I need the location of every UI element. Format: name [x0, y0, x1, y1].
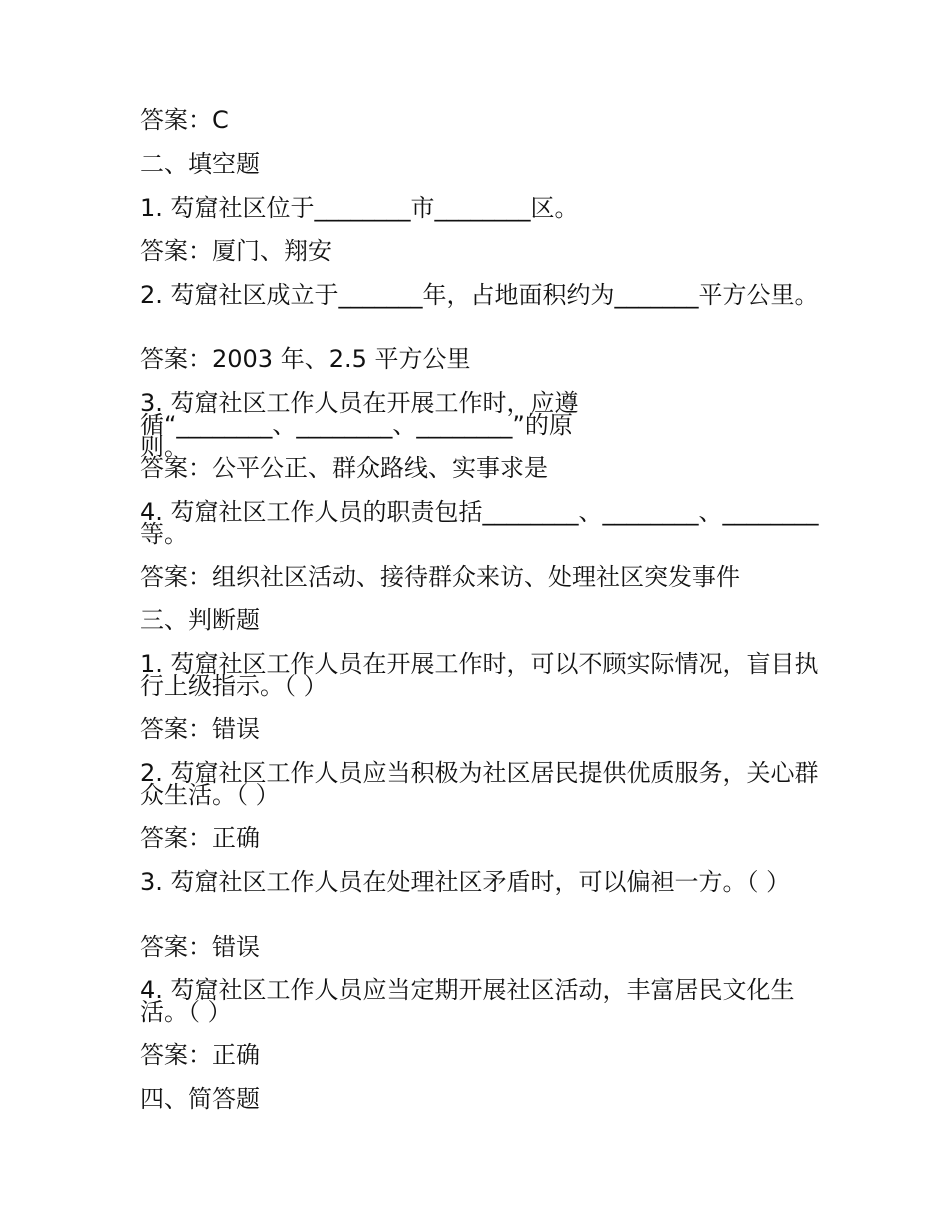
- section-heading-short-answer: 四、简答题: [140, 1085, 260, 1113]
- answer-fill-4: 答案：组织社区活动、接待群众来访、处理社区突发事件: [140, 563, 740, 591]
- section-heading-fill-blank: 二、填空题: [140, 150, 260, 178]
- answer-judge-1: 答案：错误: [140, 715, 260, 743]
- answer-judge-3: 答案：错误: [140, 933, 260, 961]
- question-fill-2: 2. 芶窟社区成立于_______年，占地面积约为_______平方公里。: [140, 281, 819, 309]
- question-fill-1: 1. 芶窟社区位于________市________区。: [140, 194, 579, 222]
- answer-fill-3: 答案：公平公正、群众路线、实事求是: [140, 454, 548, 482]
- question-judge-1: 1. 芶窟社区工作人员在开展工作时，可以不顾实际情况，盲目执行上级指示。（ ）: [140, 650, 819, 700]
- question-judge-3: 3. 芶窟社区工作人员在处理社区矛盾时，可以偏袒一方。（ ）: [140, 868, 791, 896]
- answer-fill-1: 答案：厦门、翔安: [140, 237, 332, 265]
- answer-judge-4: 答案：正确: [140, 1041, 260, 1069]
- question-judge-2: 2. 芶窟社区工作人员应当积极为社区居民提供优质服务，关心群众生活。（ ）: [140, 759, 819, 809]
- question-judge-4: 4. 芶窟社区工作人员应当定期开展社区活动，丰富居民文化生活。（ ）: [140, 976, 795, 1026]
- question-fill-4: 4. 芶窟社区工作人员的职责包括________、________、________等。: [140, 498, 819, 548]
- answer-line: 答案：C: [140, 106, 229, 134]
- answer-fill-2: 答案：2003 年、2.5 平方公里: [140, 345, 471, 373]
- answer-judge-2: 答案：正确: [140, 824, 260, 852]
- question-fill-3: 3. 芶窟社区工作人员在开展工作时，应遵循“________、________、________”的原则。: [140, 389, 579, 461]
- section-heading-true-false: 三、判断题: [140, 606, 260, 634]
